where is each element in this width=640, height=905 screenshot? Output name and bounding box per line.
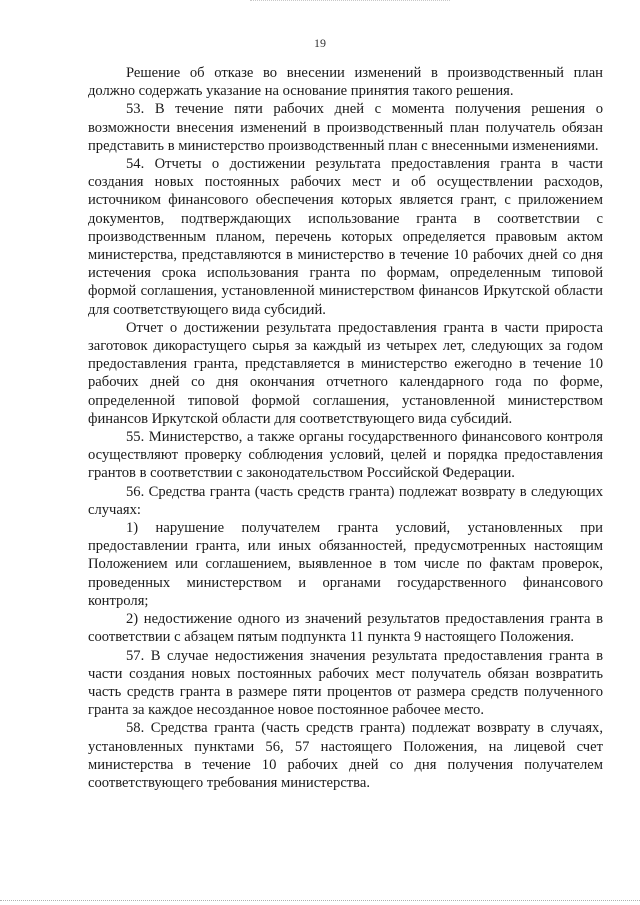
- paragraph-54: 54. Отчеты о достижении результата предоставления гранта в части создания новых постоянных рабочих мест и об осуществлении расходов, источником финансового обеспечения которых является грант, с приложением документов, подтверждающих использование гранта в соответствии с производственным планом, перечень которых определяется правовым актом министерства, представляются в министерство в течение 10 рабочих дней со дня истечения срока использования гранта по формам, определенным типовой формой соглашения, установленной министерством финансов Иркутской области для соответствующего вида субсидий.: [88, 156, 603, 318]
- document-body: [88, 64, 603, 792]
- paragraph-refusal-decision: Решение об отказе во внесении изменений в производственный план должно содержать указание на основание принятия такого решения.: [88, 65, 603, 100]
- paragraph-53: 53. В течение пяти рабочих дней с момента получения решения о возможности внесения изменений в производственный план получатель обязан представить в министерство производственный план с внесенными изменениями.: [88, 101, 603, 154]
- paragraph-54-annual-report: Отчет о достижении результата предоставления гранта в части прироста заготовок дикорастущего сырья за каждый из четырех лет, следующих за годом предоставления гранта, представляется в министерство ежегодно в течение 10 рабочих дней со дня окончания отчетного календарного года по форме, определенной типовой формой соглашения, установленной министерством финансов Иркутской области для соответствующего вида субсидий.: [88, 319, 603, 427]
- paragraph-57: 57. В случае недостижения значения результата предоставления гранта в части создания новых постоянных рабочих мест получатель обязан возвратить часть средств гранта в размере пяти процентов от размера средств полученного гранта за каждое несозданное новое постоянное рабочее место.: [88, 647, 603, 719]
- paragraph-56: 56. Средства гранта (часть средств гранта) подлежат возврату в следующих случаях:: [88, 483, 603, 518]
- paragraph-56-item-2: 2) недостижение одного из значений результатов предоставления гранта в соответствии с абзацем пятым подпункта 11 пункта 9 настоящего Положения.: [88, 611, 603, 646]
- bottom-scan-edge: [0, 900, 640, 902]
- paragraph-56-item-1: 1) нарушение получателем гранта условий, установленных при предоставлении гранта, или иных обязанностей, предусмотренных настоящим Положением или соглашением, выявленное в том числе по фактам проверок, проведенных министерством и органами государственного финансового контроля;: [88, 520, 603, 609]
- page-number: 19: [314, 36, 326, 50]
- paragraph-55: 55. Министерство, а также органы государственного финансового контроля осуществляют проверку соблюдения условий, целей и порядка предоставления грантов в соответствии с законодательством Российской Федерации.: [88, 429, 603, 482]
- top-scan-edge: [250, 0, 450, 2]
- paragraph-58: 58. Средства гранта (часть средств гранта) подлежат возврату в случаях, установленных пунктами 56, 57 настоящего Положения, на лицевой счет министерства в течение 10 рабочих дней со дня получения получателем соответствующего требования министерства.: [88, 720, 603, 791]
